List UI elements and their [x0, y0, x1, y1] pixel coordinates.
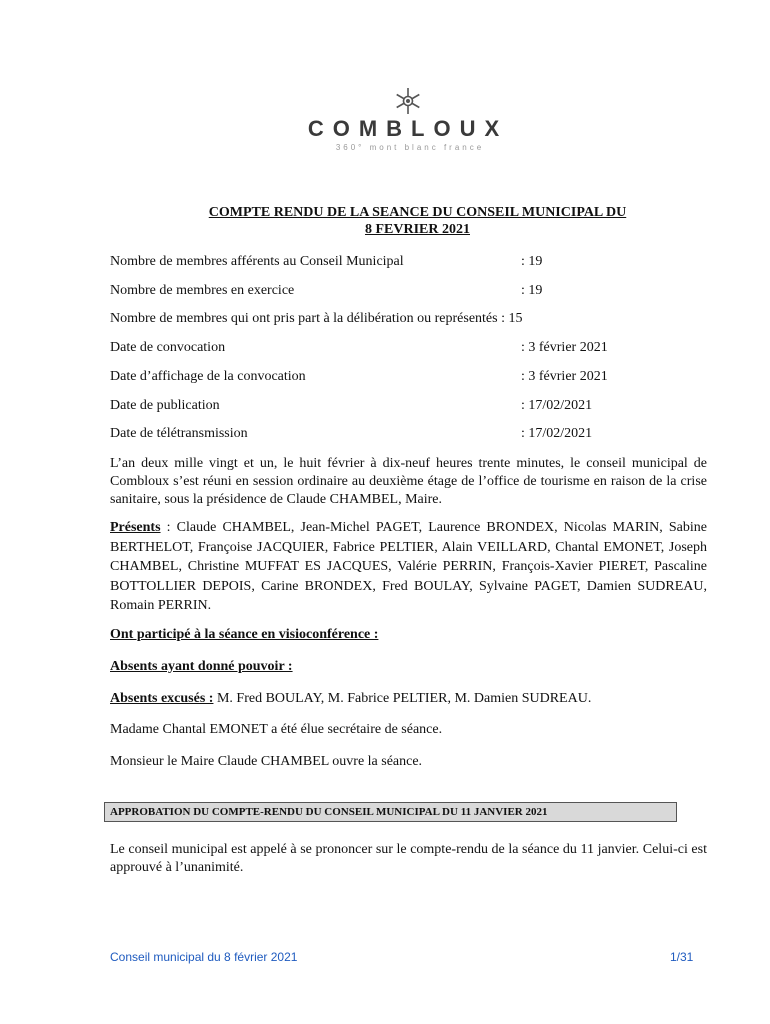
footer-page-number: 1/31 [670, 950, 694, 964]
info-label: Nombre de membres qui ont pris part à la délibération ou représentés : 15 [110, 311, 523, 326]
presents-list: : Claude CHAMBEL, Jean-Michel PAGET, Laurence BRONDEX, Nicolas MARIN, Sabine BERTHELOT, Françoise JACQUIER, Fabrice PELTIER, Alain VEILLARD, Chantal EMONET, Joseph CHAMBEL, Christine MUFFAT ES JACQUES, Valérie PERRIN, François-Xavier PIERET, Pascaline BOTTOLLIER DEPOIS, Carine BRONDEX, Fred BOULAY, Sylvaine PAGET, Damien SUDREAU, Romain PERRIN. [110, 520, 707, 613]
info-value: : 19 [521, 283, 543, 298]
info-value: : 17/02/2021 [521, 398, 593, 413]
info-label: Nombre de membres afférents au Conseil Municipal [110, 254, 404, 269]
ouverture-paragraph: Monsieur le Maire Claude CHAMBEL ouvre la séance. [110, 754, 423, 769]
title-line-1: COMPTE RENDU DE LA SEANCE DU CONSEIL MUNICIPAL DU [208, 205, 627, 220]
absents-pouvoir-heading: Absents ayant donné pouvoir : [110, 659, 293, 674]
info-value: : 3 février 2021 [521, 340, 608, 355]
info-row-members-afferents [110, 254, 543, 270]
info-row-date-publication [110, 398, 593, 414]
title-line-2: 8 FEVRIER 2021 [364, 222, 470, 237]
info-value: : 3 février 2021 [521, 369, 608, 384]
info-row-date-affichage [110, 369, 608, 385]
absents-excuses-paragraph [110, 690, 707, 708]
info-label: Date d’affichage de la convocation [110, 369, 306, 384]
info-label: Date de télétransmission [110, 426, 248, 441]
info-row-members-deliberation [110, 311, 523, 327]
footer-left: Conseil municipal du 8 février 2021 [110, 950, 298, 964]
intro-paragraph: L’an deux mille vingt et un, le huit février à dix-neuf heures trente minutes, le conseil municipal de Combloux s’est réuni en session ordinaire au deuxième étage de l’office de tourisme en raison de la crise sanitaire, sous la présidence de Claude CHAMBEL, Maire. [110, 456, 707, 507]
info-row-date-teletransmission [110, 426, 593, 442]
info-value: : 17/02/2021 [521, 426, 593, 441]
section-paragraph: Le conseil municipal est appelé à se prononcer sur le compte-rendu de la séance du 11 janvier. Celui-ci est approuvé à l’unanimité. [110, 842, 707, 875]
presents-paragraph [110, 518, 707, 616]
presents-label: Présents [110, 520, 161, 535]
snowflake-logo-icon [393, 86, 423, 116]
info-label: Nombre de membres en exercice [110, 283, 295, 298]
info-label: Date de publication [110, 398, 220, 413]
secretaire-paragraph: Madame Chantal EMONET a été élue secrétaire de séance. [110, 722, 443, 737]
info-value: : 19 [521, 254, 543, 269]
info-row-members-exercice [110, 283, 543, 299]
absents-excuses-list: M. Fred BOULAY, M. Fabrice PELTIER, M. Damien SUDREAU. [213, 691, 592, 706]
absents-excuses-label: Absents excusés : [110, 691, 214, 706]
visio-heading: Ont participé à la séance en visioconférence : [110, 627, 379, 642]
logo-tagline: 360° mont blanc france [335, 143, 485, 152]
logo-wordmark: COMBLOUX [307, 116, 509, 141]
section-heading: APPROBATION DU COMPTE-RENDU DU CONSEIL MUNICIPAL DU 11 JANVIER 2021 [104, 802, 677, 822]
document-title [110, 204, 725, 238]
info-label: Date de convocation [110, 340, 226, 355]
info-row-date-convocation [110, 340, 608, 356]
